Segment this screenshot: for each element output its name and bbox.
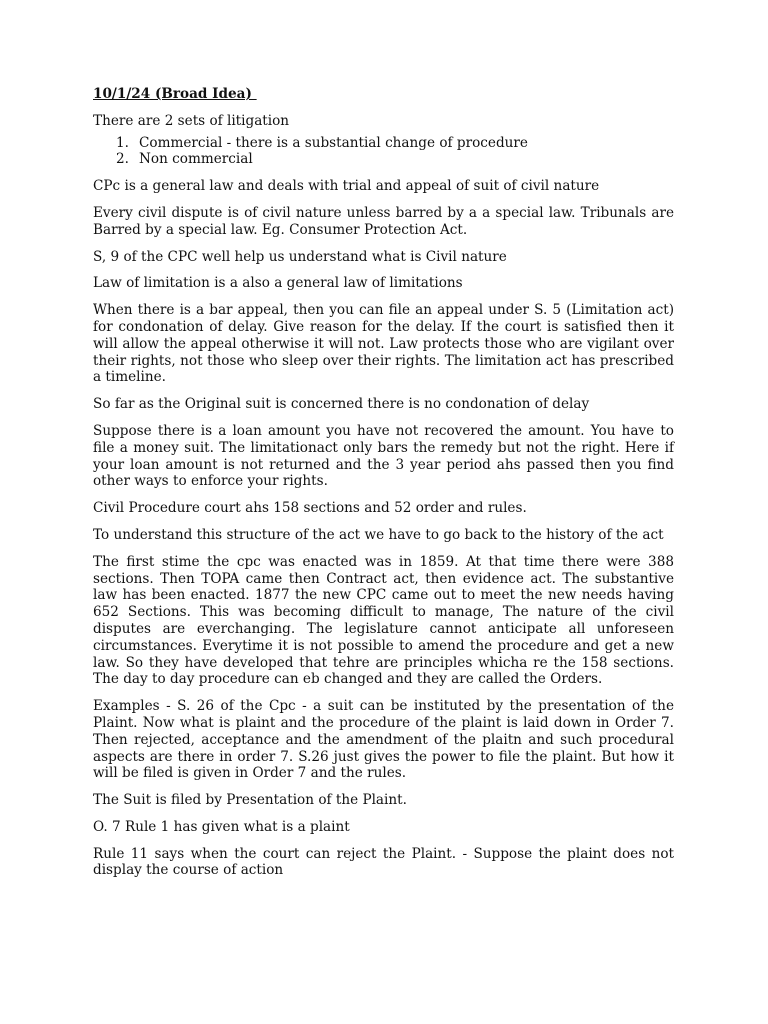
paragraph: The first stime the cpc was enacted was in 1859. At that time there were 388 sections. Then TOPA came then Contract act, then evidence act. The substantive law has been enacted. 1877 the new CPC came out to meet the new needs having 652 Sections. This was becoming difficult to manage, The nature of the civil disputes are everchanging. The legislature cannot anticipate all unforeseen circumstances. Everytime it is not possible to amend the procedure and get a new law. So they have developed that tehre are principles whicha re the 158 sections. The day to day procedure can eb changed and they are called the Orders. xyxy=(93,553,674,688)
paragraph: CPc is a general law and deals with trial and appeal of suit of civil nature xyxy=(93,178,600,195)
paragraph: Every civil dispute is of civil nature unless barred by a a special law. Tribunals are Barred by a special law. Eg. Consumer Protection Act. xyxy=(93,204,674,238)
list-item-text: Commercial - there is a substantial change of procedure xyxy=(139,134,528,151)
list-item xyxy=(116,151,674,168)
paragraph: To understand this structure of the act we have to go back to the history of the act xyxy=(93,526,664,543)
paragraph: Civil Procedure court ahs 158 sections and 52 order and rules. xyxy=(93,500,527,517)
paragraph: So far as the Original suit is concerned there is no condonation of delay xyxy=(93,396,590,413)
paragraph: Rule 11 says when the court can reject the Plaint. - Suppose the plaint does not display the course of action xyxy=(93,845,674,879)
paragraph: Law of limitation is a also a general law of limitations xyxy=(93,275,463,292)
paragraph: S, 9 of the CPC well help us understand what is Civil nature xyxy=(93,248,507,265)
list-number: 1. xyxy=(116,134,129,151)
paragraph: Examples - S. 26 of the Cpc - a suit can be instituted by the presentation of the Plaint. Now what is plaint and the procedure of the plaint is laid down in Order 7. Then rejected, acceptance and the amendment of the plaitn and such procedural aspects are there in order 7. S.26 just gives the power to file the plaint. But how it will be filed is given in Order 7 and the rules. xyxy=(93,698,674,782)
paragraph: When there is a bar appeal, then you can file an appeal under S. 5 (Limitation act) for condonation of delay. Give reason for the delay. If the court is satisfied then it will allow the appeal otherwise it will not. Law protects those who are vigilant over their rights, not those who sleep over their rights. The limitation act has prescribed a timeline. xyxy=(93,302,674,386)
paragraph: Suppose there is a loan amount you have not recovered the amount. You have to file a money suit. The limitationact only bars the remedy but not the right. Here if your loan amount is not returned and the 3 year period ahs passed then you find other ways to enforce your rights. xyxy=(93,422,674,490)
intro-paragraph: There are 2 sets of litigation xyxy=(93,112,290,129)
list-number: 2. xyxy=(116,151,129,168)
document-title: 10/1/24 (Broad Idea) xyxy=(93,86,257,102)
litigation-list xyxy=(93,135,674,169)
list-item xyxy=(116,134,674,152)
list-item-text: Non commercial xyxy=(139,151,253,168)
paragraph: The Suit is filed by Presentation of the Plaint. xyxy=(93,792,407,809)
document-page xyxy=(93,86,674,889)
paragraph: O. 7 Rule 1 has given what is a plaint xyxy=(93,818,350,835)
